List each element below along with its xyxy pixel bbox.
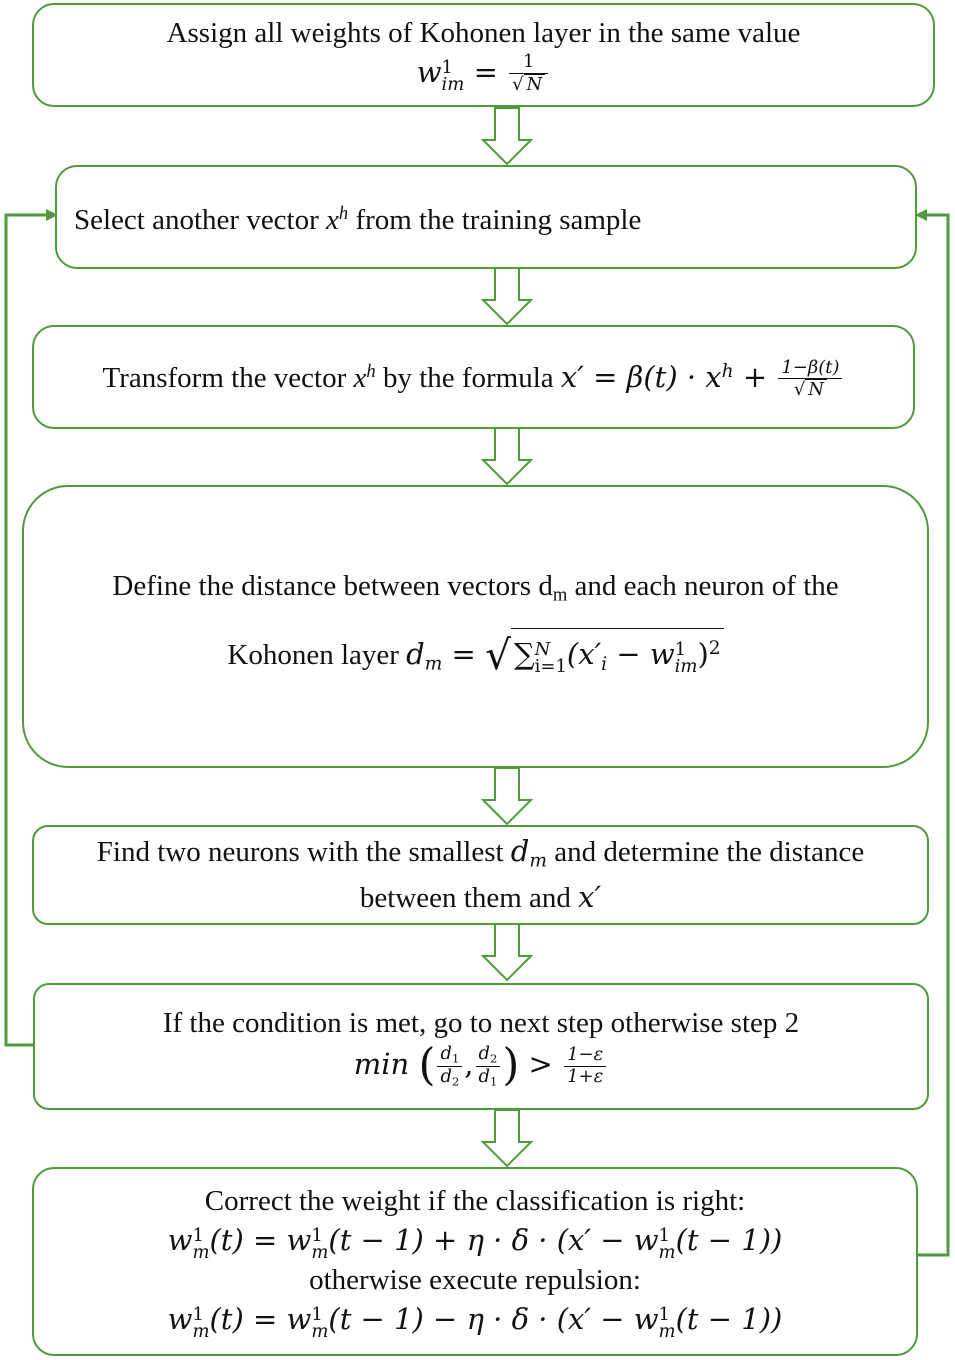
step-2-text: Select another vector $x^h$ from the training sample	[74, 202, 642, 237]
step-5-box	[32, 825, 929, 925]
step-1-text: Assign all weights of Kohonen layer in the same value	[166, 16, 801, 49]
down-arrow-6	[483, 1110, 531, 1166]
step-7-formula-2: w1 m(t) = w1 m(t − 1) − η · δ · (x′ − w1 m(t − 1))	[167, 1301, 783, 1342]
step-1-formula: w1 im = $\frac{1}{√ N}$	[417, 52, 551, 96]
step-6-formula: min ( $\frac{d_1}{d_2}$ , $\frac{d_2}{d_1}$ ) > $\frac{1-\varepsilon}{1+\varepsilon}$	[354, 1044, 608, 1088]
step-7-box	[32, 1167, 918, 1356]
down-arrow-3	[483, 428, 531, 484]
step-7-line1: Correct the weight if the classification is right:	[204, 1185, 746, 1218]
step-6-text: If the condition is met, go to next step otherwise step 2	[162, 1006, 800, 1039]
step-5-line2: between them and x′	[359, 880, 602, 915]
step-5-line1: Find two neurons with the smallest $d_m$ and determine the distance	[96, 833, 865, 872]
step-1-box	[32, 3, 935, 107]
step-7-formula-1: w1 m(t) = w1 m(t − 1) + η · δ · (x′ − w1 m(t − 1))	[167, 1223, 783, 1264]
step-4-line2: Kohonen layer $d_m$ = √ ∑N $i=1(x'_i - w1$ im)$^2$	[227, 628, 723, 685]
down-arrow-1	[483, 108, 531, 164]
step-6-box	[33, 983, 929, 1110]
step-3-text: Transform the vector $x^h$ by the formula $x' = \beta(t) \cdot x^h$ + $\frac{1-\beta(t)}{√ N}$	[103, 353, 845, 401]
down-arrow-2	[483, 268, 531, 324]
step-4-line1: Define the distance between vectors $d_m$ and each neuron of the	[112, 570, 839, 606]
down-arrow-4	[483, 768, 531, 824]
step-7-line3: otherwise execute repulsion:	[309, 1263, 641, 1296]
step-3-box	[32, 325, 915, 429]
step-2-box	[55, 165, 917, 269]
step-4-box	[22, 485, 929, 768]
down-arrow-5	[483, 924, 531, 980]
